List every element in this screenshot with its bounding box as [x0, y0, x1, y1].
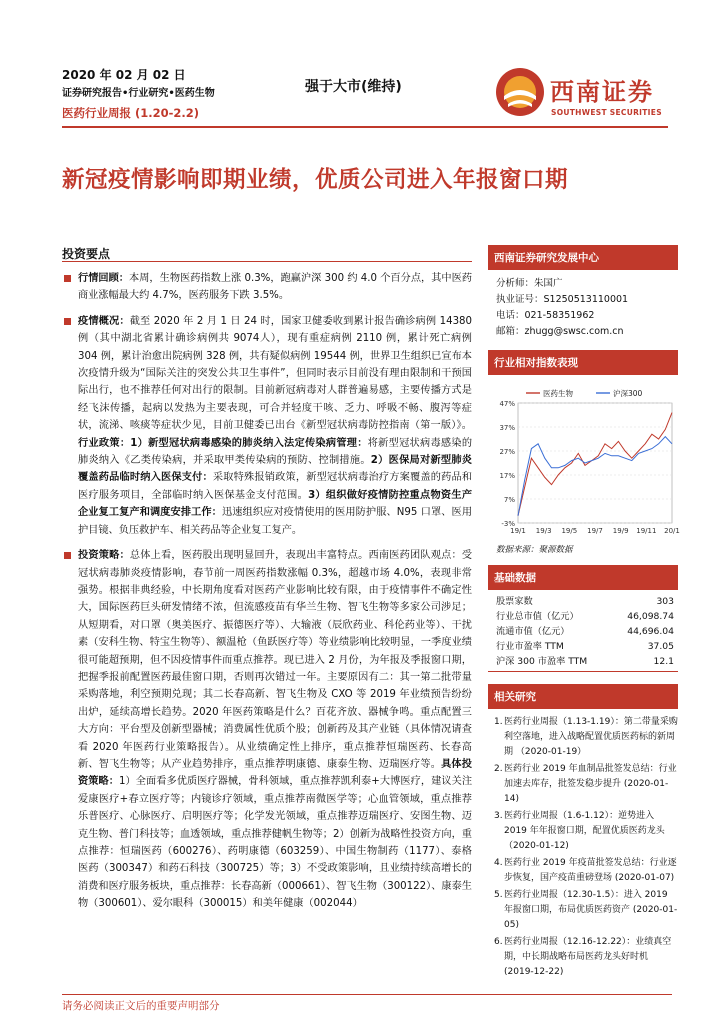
item-title: 医药行业周报（1.6-1.12）：逆势进入 2019 年年报窗口期，配置优质医药龙头 （2020-01-12) [504, 811, 665, 851]
paragraph-body: 将新型冠状病毒感染的肺炎纳入《乙类传染病，并采取甲类传染病的预防、控制措施。 [78, 437, 473, 467]
series-line [518, 437, 672, 516]
x-tick-label: 19/11 [636, 527, 657, 535]
basic-data-row [488, 654, 678, 669]
bullet-icon [64, 318, 71, 325]
item-number: 1. [494, 717, 503, 727]
report-series: 证券研究报告•行业研究•医药生物 [62, 88, 215, 99]
basic-data-value: 303 [656, 596, 674, 607]
analyst-name: 分析师：朱国广 [496, 278, 563, 289]
chart-frame [518, 403, 672, 523]
y-tick-label: 7% [503, 496, 515, 504]
footer-divider [62, 994, 672, 995]
x-tick-label: 20/1 [664, 527, 680, 535]
x-tick-label: 19/7 [587, 527, 603, 535]
basic-data-row [488, 594, 678, 609]
related-research-item[interactable] [488, 809, 678, 854]
section-divider [62, 261, 472, 262]
paragraph-heading: 3）组织做好疫情防控重点物资生产企业复工复产和调度安排工作： [78, 489, 473, 519]
paragraph-heading: 具体投资策略： [78, 758, 472, 788]
basic-data-value: 44,696.04 [627, 626, 674, 637]
relative-index-chart [488, 381, 678, 541]
industry-rating: 强于大市(维持) [305, 79, 402, 95]
basic-data-key: 沪深 300 市盈率 TTM [496, 656, 588, 667]
y-tick-label: -3% [501, 520, 515, 528]
logo-text-cn: 西南证券 [550, 77, 654, 106]
basic-data-key: 流通市值（亿元） [496, 626, 570, 637]
y-tick-label: 17% [499, 472, 515, 480]
section-label: 投资要点 [62, 247, 111, 261]
paragraph-heading: 疫情概况： [78, 315, 130, 327]
item-title: 医药行业 2019 年疫苗批签发总结：行业逐步恢复，国产疫苗重磅登场 (2020-01-07) [504, 858, 677, 883]
analyst-email: 邮箱：zhugg@swsc.com.cn [496, 326, 624, 337]
legend-label: 医药生物 [543, 389, 573, 398]
paragraph-heading: 行业政策：1）新型冠状病毒感染的肺炎纳入法定传染病管理： [78, 437, 368, 449]
y-tick-label: 47% [499, 400, 515, 408]
series-line [518, 413, 672, 516]
paragraph-body: 截至 2020 年 2 月 1 日 24 时，国家卫健委收到累计报告确诊病例 14380例（其中湖北省累计确诊病例共 9074人），现有重症病例 2110 例，累计死亡病例 304 例，累计治愈出院病例 328 例，共有疑似病例 19544 例，世界卫生组织已宣布本次疫情升级为“国际关注的突发公共卫生事件”，但同时表示目前没有理由限制和干预国际出行，也不推荐任何对出行的限制。目前新冠病毒对人群普遍易感，主要传播方式是经飞沫传播，起病以发热为主要表现，可合并轻度干咳、乏力、呼吸不畅、腹泻等症状，流涕、咳痰等症状少见，目前卫健委已出台《新型冠状病毒防控指南（第一版）》。 [78, 315, 473, 432]
institute-header: 西南证券研究发展中心 [488, 245, 678, 270]
basic-data-value: 12.1 [653, 656, 674, 667]
chart-svg [488, 381, 678, 541]
basic-data-table [488, 594, 678, 669]
report-weekly: 医药行业周报 (1.20-2.2) [62, 106, 200, 120]
paragraph-body: 1）全面看多优质医疗器械，骨科领域，重点推荐凯利泰+大博医疗，建议关注爱康医疗+春立医疗等；内镜诊疗领域，重点推荐南微医学等；心血管领域，重点推荐乐普医疗、心脉医疗、启明医疗等；化学发光领域，重点推荐迈瑞医疗、安图生物、迈克生物、普门科技等；血透领域，重点推荐健帆生物等；2）创新为战略性投资方向，重点推荐：恒瑞医药（600276）、药明康德（603259）、中国生物制药（1177）、泰格医药（300347）和药石科技（300725）等；3）不受政策影响，且业绩持续高增长的消费和医疗服务板块，重点推荐：长春高新（000661）、智飞生物（300122）、康泰生物（300601）、爱尔眼科（300015）和美年健康（002044） [78, 776, 473, 910]
related-research-item[interactable] [488, 888, 678, 933]
logo-text-en: SOUTHWEST SECURITIES [551, 108, 662, 117]
item-title: 医药行业 2019 年血制品批签发总结：行业加速去库存，批签发稳步提升 (2020-01-14) [504, 764, 677, 804]
item-title: 医药行业周报（12.16-12.22）：业绩真空期，中长期战略布局医药龙头好时机 (2019-12-22) [504, 937, 672, 977]
epidemic-paragraph [62, 313, 472, 539]
basic-data-row [488, 624, 678, 639]
chart-source: 数据来源：聚源数据 [496, 545, 573, 555]
y-tick-label: 37% [499, 424, 515, 432]
item-number: 3. [494, 811, 503, 821]
logo-icon [494, 66, 546, 118]
header-divider [62, 126, 668, 128]
paragraph-heading: 2）医保局对新型肺炎覆盖药品临时纳入医保支付： [78, 455, 472, 484]
x-tick-label: 19/1 [510, 527, 526, 535]
item-title: 医药行业周报（1.13-1.19）：第二带量采购利空落地，进入战略配置优质医药标的新周期 （2020-01-19） [504, 717, 678, 757]
item-number: 2. [494, 764, 503, 774]
basic-data-row [488, 609, 678, 624]
report-date: 2020 年 02 月 02 日 [62, 68, 186, 82]
item-number: 4. [494, 858, 503, 868]
sidebar [488, 245, 678, 982]
paragraph-body: 采取特殊报销政策，新型冠状病毒治疗方案覆盖的药品和医疗服务项目，全部临时纳入医保基金支付范围。 [78, 472, 473, 501]
basic-data-value: 37.05 [647, 641, 674, 652]
basic-data-key: 行业总市值（亿元） [496, 611, 579, 622]
footer-disclaimer[interactable]: 请务必阅读正文后的重要声明部分 [62, 1000, 220, 1012]
related-research-header: 相关研究 [488, 684, 678, 709]
performance-header: 行业相对指数表现 [488, 350, 678, 375]
basic-data-key: 股票家数 [496, 596, 533, 607]
strategy-paragraph [62, 547, 472, 913]
bullet-icon [64, 275, 71, 282]
investment-summary [62, 245, 472, 921]
item-number: 5. [494, 890, 503, 900]
item-title: 医药行业周报（12.30-1.5）：进入 2019 年报窗口期，布局优质医药资产 (2020-01-05) [504, 890, 678, 930]
basic-data-header: 基础数据 [488, 565, 678, 590]
basic-data-value: 46,098.74 [627, 611, 674, 622]
related-research-item[interactable] [488, 762, 678, 807]
x-tick-label: 19/3 [535, 527, 552, 535]
related-research-list [488, 715, 678, 980]
basic-data-key: 行业市盈率 TTM [496, 641, 564, 652]
paragraph-body: 重点配置三大方向：平台型及创新型器械；消费属性优质个股；创新药及其产业链（具体情况请查看 2020 年医药行业策略报告）。从业绩确定性上排序，重点推荐恒瑞医药、长春高新、智飞生物等；从产业趋势排序，重点推荐明康德、康泰生物、迈瑞医疗等。 [78, 706, 472, 770]
analyst-phone: 电话：021-58351962 [496, 310, 595, 321]
basic-data-row [488, 639, 678, 654]
related-research-item[interactable] [488, 856, 678, 886]
paragraph-body: 迅速组织应对疫情使用的医用防护服、N95 口罩、医用护目镜、负压救护车、相关药品等企业复工复产。 [78, 507, 473, 536]
paragraph-body: 总体上看，医药股出现明显回升，表现出丰富特点。西南医药团队观点：受冠状病毒肺炎疫情影响，春节前一周医药指数涨幅 0.3%，超越市场 4.0%，表现非常强势。根据非典经验，中长期角度看对医药产业影响比较有限，由于疫情事件不确定性大，国际医药巨头研发情绪不浓，但流感疫苗有华兰生物、智飞生物等多家公司涉足；从短期看，对口罩（奥美医疗、振德医疗等）、大输液（辰欣药业、科伦药业等）、干扰素（安科生物、特宝生物等）、额温枪（鱼跃医疗等）等业绩影响比较明显，一季度业绩很可能超预期，但不因疫情事件而重点推荐。现已进入 2 月份，为年报及季报窗口期，把握季报前配置医药最佳窗口期，否则再次错过一年。主要原因有二：其一第二批带量采购落地，利空预期兑现；其二长春高新、智飞生物及 CXO 等 2019 年业绩预告纷纷出炉，延续高增长趋势。2020 年医药策略是什么？百花齐放、器械争鸣。 [78, 550, 473, 718]
legend-label: 沪深300 [613, 389, 643, 398]
x-tick-label: 19/5 [561, 527, 578, 535]
market-review-paragraph [62, 270, 472, 305]
related-research-item[interactable] [488, 935, 678, 980]
related-research-item[interactable] [488, 715, 678, 760]
paragraph-heading: 投资策略： [78, 550, 130, 562]
table-divider [488, 671, 678, 672]
company-logo [494, 66, 674, 120]
analyst-cert: 执业证号：S1250513110001 [496, 294, 629, 305]
page-title: 新冠疫情影响即期业绩，优质公司进入年报窗口期 [62, 167, 569, 193]
paragraph-heading: 行情回顾： [78, 273, 130, 284]
y-tick-label: 27% [499, 448, 515, 456]
x-tick-label: 19/9 [612, 527, 629, 535]
bullet-icon [64, 552, 71, 559]
item-number: 6. [494, 937, 503, 947]
paragraph-body: 本周，生物医药指数上涨 0.3%，跑赢沪深 300 约 4.0 个百分点，其中医药商业涨幅最大约 4.7%，医药服务下跌 3.5%。 [78, 273, 473, 302]
